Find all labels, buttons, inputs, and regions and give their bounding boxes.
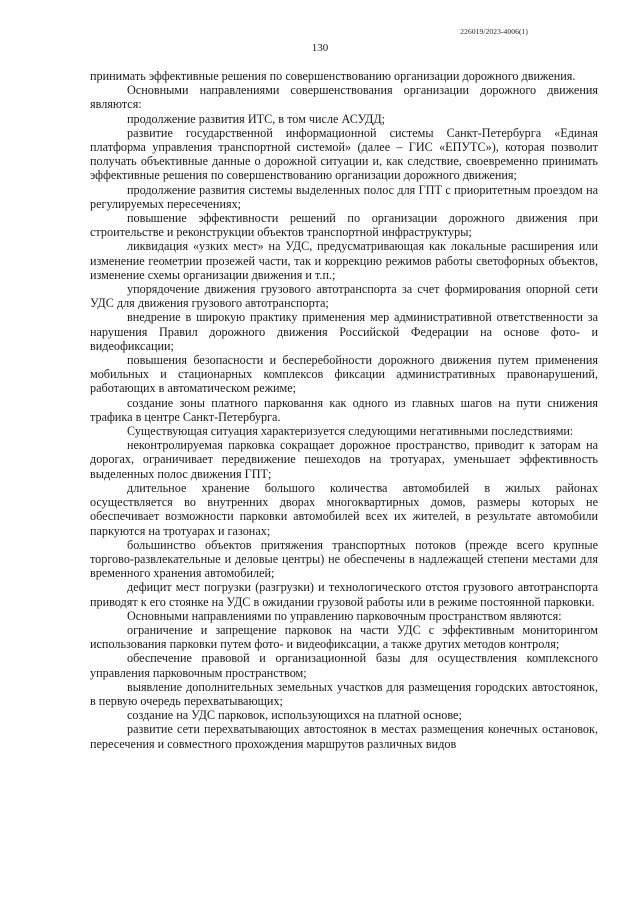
document-body — [90, 69, 598, 751]
list-item: выявление дополнительных земельных участков для размещения городских автостоянок, в первую очередь перехватывающих; — [90, 679, 598, 708]
list-item: повышения безопасности и бесперебойности дорожного движения путем применения мобильных и стационарных комплексов фиксации административных правонарушений, работающих в автоматическом режиме; — [90, 353, 598, 396]
list-item: обеспечение правовой и организационной базы для осуществления комплексного управления парковочным пространством; — [90, 651, 598, 680]
list-item: дефицит мест погрузки (разгрузки) и технологического отстоя грузового автотранспорта приводят к его стоянке на УДС в ожидании грузовой работы или в режиме постоянной парковки. — [90, 580, 598, 609]
list-item: продолжение развития ИТС, в том числе АСУДД; — [127, 111, 386, 126]
list-item: развитие сети перехватывающих автостоянок в местах размещения конечных остановок, пересечения и совместного прохождения маршрутов различных видов — [90, 722, 598, 751]
list-item: ликвидация «узких мест» на УДС, предусматривающая как локальные расширения или изменение геометрии прозежей части, так и коррекцию режимов работы светофорных объектов, изменение схемы организации движения и т.п.; — [90, 239, 598, 282]
list-item: внедрение в широкую практику применения мер административной ответственности за нарушения Правил дорожного движения Российской Федерации на основе фото- и видеофиксации; — [90, 310, 598, 353]
list-item: упорядочение движения грузового автотранспорта за счет формирования опорной сети УДС для движения грузового автотранспорта; — [90, 282, 598, 311]
paragraph: принимать эффективные решения по совершенствованию организации дорожного движения. — [90, 69, 576, 83]
list-item: длительное хранение большого количества автомобилей в жилых районах осуществляется во внутренних дворах многоквартирных домов, размеры которых не обеспечивает возможности парковки автомобилей всех их жителей, в результате автомобили паркуются на тротуарах и газонах; — [90, 480, 598, 538]
list-item: ограничение и запрещение парковок на части УДС с эффективным мониторингом использования парковки путем фото- и видеофиксации, а также других методов контроля; — [90, 622, 598, 652]
list-item: повышение эффективности решений по организации дорожного движения при строительстве и реконструкции объектов транспортной инфраструктуры; — [90, 211, 598, 240]
list-item: большинство объектов притяжения транспортных потоков (прежде всего крупные торгово-развлекательные и деловые центры) не обеспечены в надлежащей степени местами для временного хранения автомобилей; — [90, 537, 598, 581]
list-item: развитие государственной информационной системы Санкт-Петербурга «Единая платформа управления транспортной системой» (далее – ГИС «ЕПУТС»), которая позволит получать объективные данные о дорожной ситуации и, как следствие, своевременно принимать эффективные решения по совершенствованию организации дорожного движения; — [90, 125, 598, 183]
list-item: создание зоны платного парковання как одного из главных шагов на пути снижения трафика в центре Санкт-Петербурга. — [90, 395, 598, 424]
paragraph: Основными направлениями по управлению парковочным пространством являются: — [127, 608, 562, 623]
document-registration-number: 226019/2023-4006(1) — [460, 27, 528, 36]
list-item: создание на УДС парковок, использующихся на платной основе; — [127, 708, 462, 723]
list-item: неконтролируемая парковка сокращает дорожное пространство, приводит к заторам на дорогах, ограничивает передвижение пешеходов на тротуарах, уменьшает эффективность выделенных полос движения ГПТ; — [90, 438, 598, 481]
paragraph: Существующая ситуация характеризуется следующими негативными последствиями: — [127, 424, 574, 439]
page-number: 130 — [311, 42, 329, 54]
list-item: продолжение развития системы выделенных полос для ГПТ с приоритетным проездом на регулируемых пересечениях; — [90, 182, 598, 211]
paragraph: Основными направлениями совершенствования организации дорожного движения являются: — [90, 83, 598, 112]
